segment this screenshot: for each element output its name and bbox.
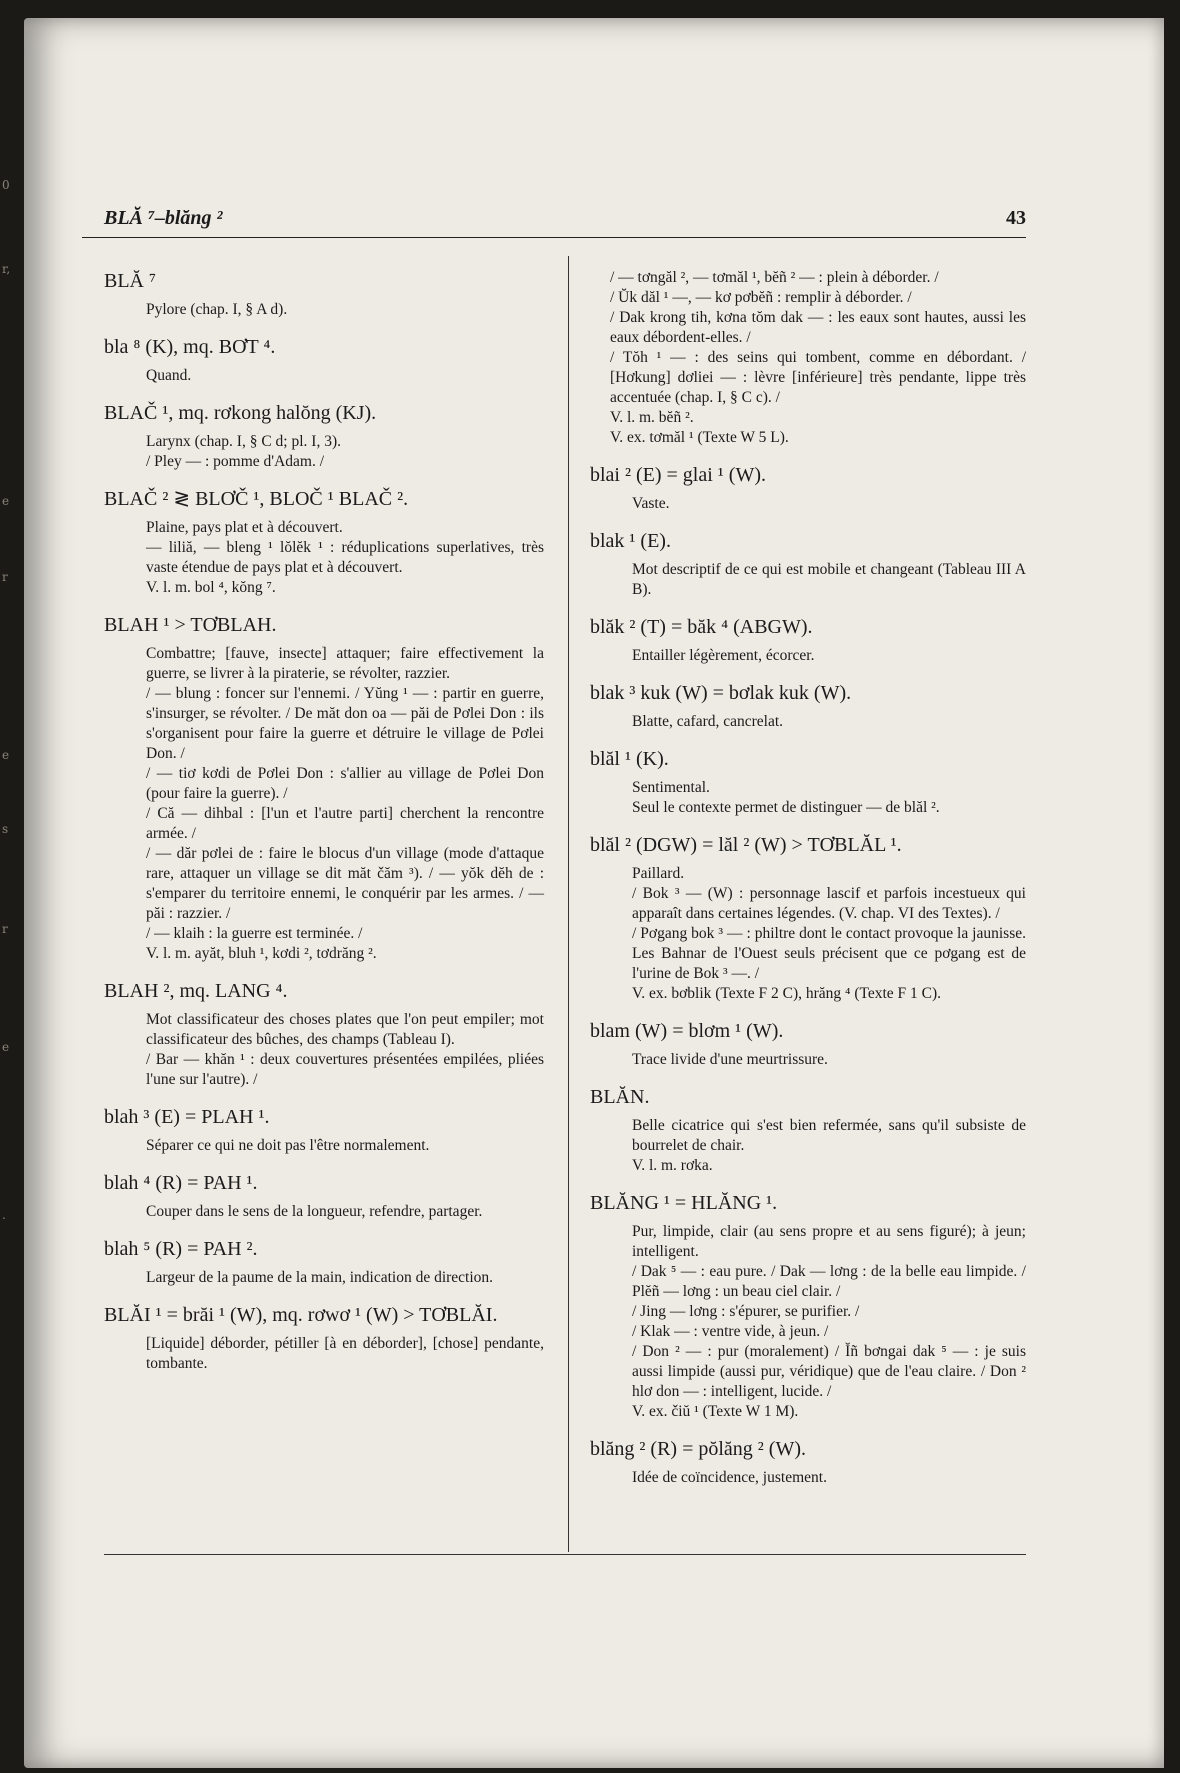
entry-line: Séparer ce qui ne doit pas l'être normalement. bbox=[146, 1137, 430, 1154]
entry-body bbox=[104, 518, 544, 598]
margin-mark: s bbox=[2, 822, 9, 836]
entry-body bbox=[104, 1334, 544, 1374]
right-column bbox=[590, 268, 1026, 1502]
entry-body bbox=[104, 300, 544, 320]
entry-headword: blăl ² (DGW) = lăl ² (W) > TƠBLĂL ¹. bbox=[590, 834, 902, 856]
entry-line: Pur, limpide, clair (au sens propre et au sens figuré); à jeun; intelligent. bbox=[632, 1223, 1026, 1260]
entry-body bbox=[590, 712, 1026, 732]
entry-body bbox=[104, 644, 544, 964]
entry-line: Combattre; [fauve, insecte] attaquer; faire effectivement la guerre, se livrer à la piraterie, se révolter, razzier. bbox=[146, 645, 544, 682]
entry bbox=[590, 462, 1026, 514]
entry-body bbox=[104, 1136, 544, 1156]
binding-edge bbox=[0, 0, 22, 1773]
entry-headword: BLAČ ² ≷ BLƠČ ¹, BLOČ ¹ BLAČ ². bbox=[104, 488, 409, 510]
entry-headword: BLAH ², mq. LANG ⁴. bbox=[104, 980, 288, 1002]
entry bbox=[590, 1018, 1026, 1070]
entry-line: Quand. bbox=[146, 367, 192, 384]
entry-line: Larynx (chap. I, § C d; pl. I, 3). bbox=[146, 433, 341, 450]
entry-headword: blah ⁴ (R) = PAH ¹. bbox=[104, 1172, 258, 1194]
entry bbox=[104, 1104, 544, 1156]
entry-line: V. l. m. bol ⁴, kŏng ⁷. bbox=[146, 579, 276, 596]
entry-line: / Jing — lơng : s'épurer, se purifier. / bbox=[632, 1303, 860, 1320]
entry-body bbox=[104, 366, 544, 386]
entry-headword: bla ⁸ (K), mq. BƠT ⁴. bbox=[104, 336, 276, 358]
entry-body bbox=[590, 1050, 1026, 1070]
entry bbox=[104, 486, 544, 598]
entry-body bbox=[104, 1202, 544, 1222]
entry-headword: BLĂN. bbox=[590, 1086, 650, 1108]
entry-line: [Liquide] déborder, pétiller [à en déborder], [chose] pendante, tombante. bbox=[146, 1335, 544, 1372]
entry-line: / Klak — : ventre vide, à jeun. / bbox=[632, 1323, 829, 1340]
entry-headword: blăk ² (T) = băk ⁴ (ABGW). bbox=[590, 616, 813, 638]
entry-headword: blăng ² (R) = pŏlăng ² (W). bbox=[590, 1438, 806, 1460]
entry-line: / — tiơ kơdi de Pơlei Don : s'allier au village de Pơlei Don (pour faire la guerre). / bbox=[146, 765, 544, 802]
entry-continuation bbox=[590, 268, 1026, 448]
entry-line: / Dak ⁵ — : eau pure. / Dak — lơng : de la belle eau limpide. / Plĕñ — lơng : un beau ciel clair. / bbox=[632, 1263, 1026, 1300]
entry-line: Entailler légèrement, écorcer. bbox=[632, 647, 815, 664]
entry-line: / Bok ³ — (W) : personnage lascif et parfois incestueux qui apparaît dans certaines légendes. (V. chap. VI des Textes). / bbox=[632, 885, 1026, 922]
entry-body bbox=[590, 778, 1026, 818]
entry-body bbox=[104, 432, 544, 472]
entry bbox=[590, 832, 1026, 1004]
entry-line: V. ex. bơblik (Texte F 2 C), hrăng ⁴ (Texte F 1 C). bbox=[632, 985, 942, 1002]
entry bbox=[590, 746, 1026, 818]
bottom-rule bbox=[104, 1554, 1026, 1555]
entry bbox=[104, 334, 544, 386]
entry-line: Mot classificateur des choses plates que l'on peut empiler; mot classificateur des bûches, des champs (Tableau I). bbox=[146, 1011, 544, 1048]
entry-headword: BLAH ¹ > TƠBLAH. bbox=[104, 614, 277, 636]
entry-line: Pylore (chap. I, § A d). bbox=[146, 301, 288, 318]
entry-line: / Că — dihbal : [l'un et l'autre parti] cherchent la rencontre armée. / bbox=[146, 805, 544, 842]
entry-body bbox=[590, 268, 1026, 448]
running-header bbox=[82, 205, 1026, 238]
entry bbox=[590, 614, 1026, 666]
entry-line: Blatte, cafard, cancrelat. bbox=[632, 713, 784, 730]
entry-line: V. ex. čiŭ ¹ (Texte W 1 M). bbox=[632, 1403, 799, 1420]
entry-headword: BLĂI ¹ = brăi ¹ (W), mq. rơwơ ¹ (W) > TƠBLĂI. bbox=[104, 1304, 498, 1326]
entry-line: V. l. m. bĕñ ². bbox=[610, 409, 694, 426]
entry-headword: blai ² (E) = glai ¹ (W). bbox=[590, 464, 766, 486]
entry-line: Idée de coïncidence, justement. bbox=[632, 1469, 827, 1486]
entry-line: Seul le contexte permet de distinguer — de blăl ². bbox=[632, 799, 940, 816]
margin-mark: 0 bbox=[2, 178, 10, 192]
entry bbox=[104, 1302, 544, 1374]
entry bbox=[104, 1236, 544, 1288]
entry-headword: blak ¹ (E). bbox=[590, 530, 671, 552]
entry-line: V. l. m. ayăt, bluh ¹, kơdi ², tơdrăng ². bbox=[146, 945, 377, 962]
entry bbox=[590, 528, 1026, 600]
entry-headword: blam (W) = blơm ¹ (W). bbox=[590, 1020, 784, 1042]
entry-body bbox=[590, 560, 1026, 600]
entry bbox=[104, 612, 544, 964]
entry bbox=[104, 400, 544, 472]
column-divider bbox=[568, 256, 569, 1552]
entry-body bbox=[590, 646, 1026, 666]
entry-line: / Pley — : pomme d'Adam. / bbox=[146, 453, 325, 470]
header-title: BLĂ ⁷–blăng ² bbox=[104, 207, 223, 229]
entry-body bbox=[590, 1116, 1026, 1176]
margin-mark: e bbox=[2, 1040, 10, 1054]
entry-headword: BLĂ ⁷ bbox=[104, 270, 156, 292]
entry-body bbox=[590, 1222, 1026, 1422]
entry-line: / Dak krong tih, kơna tŏm dak — : les eaux sont hautes, aussi les eaux débordent-elles. / bbox=[610, 309, 1026, 346]
margin-mark: e bbox=[2, 494, 10, 508]
entry-line: Largeur de la paume de la main, indication de direction. bbox=[146, 1269, 494, 1286]
entry-body bbox=[104, 1010, 544, 1090]
entry-line: / — tơngăl ², — tơmăl ¹, bĕñ ² — : plein à déborder. / bbox=[610, 269, 939, 286]
entry-line: / — klaih : la guerre est terminée. / bbox=[146, 925, 363, 942]
margin-mark: . bbox=[2, 1208, 6, 1222]
entry-line: / Tŏh ¹ — : des seins qui tombent, comme en débordant. / [Hơkung] dơliei — : lèvre [inférieure] très pendante, lippe très accentuée (chap. I, § C c). / bbox=[610, 349, 1026, 406]
entry-line: / Pơgang bok ³ — : philtre dont le contact provoque la jaunisse. Les Bahnar de l'Ouest seuls précisent que ce pơgang est de l'urine de Bok ³ —. / bbox=[632, 925, 1026, 982]
entry-headword: blak ³ kuk (W) = bơlak kuk (W). bbox=[590, 682, 852, 704]
entry-line: V. ex. tơmăl ¹ (Texte W 5 L). bbox=[610, 429, 789, 446]
entry-line: Vaste. bbox=[632, 495, 670, 512]
entry-line: — liliă, — bleng ¹ lŏlĕk ¹ : réduplications superlatives, très vaste étendue de pays plat et à découvert. bbox=[146, 539, 544, 576]
page-number: 43 bbox=[1006, 207, 1026, 229]
entry bbox=[590, 680, 1026, 732]
margin-mark: e bbox=[2, 748, 10, 762]
entry bbox=[104, 1170, 544, 1222]
entry-body bbox=[590, 494, 1026, 514]
entry-headword: blăl ¹ (K). bbox=[590, 748, 669, 770]
entry-line: Paillard. bbox=[632, 865, 685, 882]
entry-headword: BLĂNG ¹ = HLĂNG ¹. bbox=[590, 1192, 778, 1214]
entry bbox=[590, 1084, 1026, 1176]
entry-line: Belle cicatrice qui s'est bien refermée, sans qu'il subsiste de bourrelet de chair. bbox=[632, 1117, 1026, 1154]
entry-line: Mot descriptif de ce qui est mobile et changeant (Tableau III A B). bbox=[632, 561, 1026, 598]
entry-headword: BLAČ ¹, mq. rơkong halŏng (KJ). bbox=[104, 402, 377, 424]
entry-line: V. l. m. rơka. bbox=[632, 1157, 713, 1174]
entry bbox=[590, 1436, 1026, 1488]
entry-line: Plaine, pays plat et à découvert. bbox=[146, 519, 343, 536]
entry bbox=[104, 268, 544, 320]
entry-line: / — dăr pơlei de : faire le blocus d'un village (mode d'attaque rare, attaquer un village se dit măt čăm ³). / — yŏk dĕh de : s'emparer du territoire ennemi, le conquérir par les armes. / — păi : razzier. / bbox=[146, 845, 544, 922]
margin-mark: r, bbox=[2, 262, 11, 276]
entry bbox=[104, 978, 544, 1090]
entry-headword: blah ⁵ (R) = PAH ². bbox=[104, 1238, 258, 1260]
entry-line: Trace livide d'une meurtrissure. bbox=[632, 1051, 828, 1068]
left-column bbox=[104, 268, 544, 1388]
entry-line: Sentimental. bbox=[632, 779, 710, 796]
entry-line: Couper dans le sens de la longueur, refendre, partager. bbox=[146, 1203, 483, 1220]
entry-line: / Bar — khăn ¹ : deux couvertures présentées empilées, pliées l'une sur l'autre). / bbox=[146, 1051, 544, 1088]
entry-line: / — blung : foncer sur l'ennemi. / Yŭng ¹ — : partir en guerre, s'insurger, se révolter. / De măt don oa — păi de Pơlei Don : ils s'organisent pour faire la guerre et détruire le village de Pơlei Don. / bbox=[146, 685, 544, 762]
margin-mark: r bbox=[2, 922, 8, 936]
entry-line: / Ŭk dăl ¹ —, — kơ pơbĕñ : remplir à déborder. / bbox=[610, 289, 912, 306]
entry-body bbox=[590, 1468, 1026, 1488]
entry-headword: blah ³ (E) = PLAH ¹. bbox=[104, 1106, 270, 1128]
entry-body bbox=[104, 1268, 544, 1288]
entry bbox=[590, 1190, 1026, 1422]
entry-body bbox=[590, 864, 1026, 1004]
entry-line: / Don ² — : pur (moralement) / Ĭñ bơngai dak ⁵ — : je suis aussi limpide (aussi pur, véridique) que de l'eau claire. / Don ² hlơ don — : intelligent, lucide. / bbox=[632, 1343, 1026, 1400]
margin-mark: r bbox=[2, 570, 8, 584]
